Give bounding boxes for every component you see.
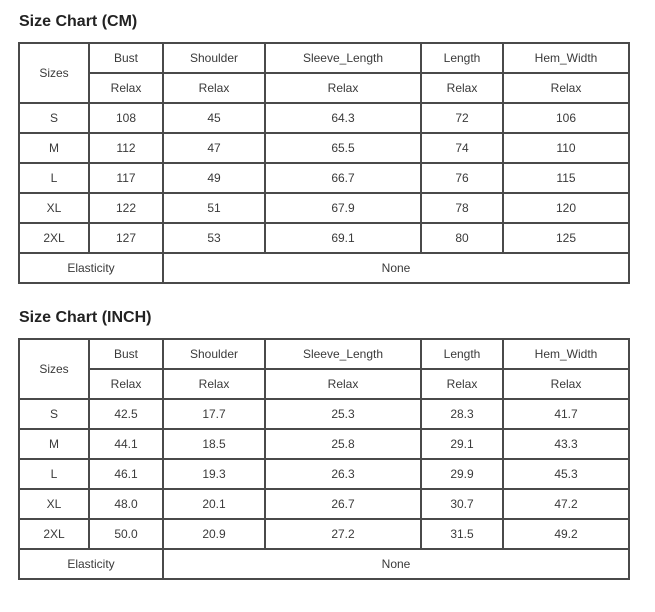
value-cell: 45.3 [503, 459, 629, 489]
size-label-cell: L [19, 459, 89, 489]
measurement-header: Sleeve_Length [265, 43, 421, 73]
size-label-cell: XL [19, 193, 89, 223]
value-cell: 51 [163, 193, 265, 223]
fit-cell: Relax [503, 369, 629, 399]
value-cell: 117 [89, 163, 163, 193]
value-cell: 18.5 [163, 429, 265, 459]
value-cell: 31.5 [421, 519, 503, 549]
value-cell: 43.3 [503, 429, 629, 459]
elasticity-value: None [163, 253, 629, 283]
size-label-cell: S [19, 399, 89, 429]
fit-cell: Relax [265, 369, 421, 399]
value-cell: 26.7 [265, 489, 421, 519]
value-cell: 69.1 [265, 223, 421, 253]
measurement-header: Length [421, 339, 503, 369]
table-row [19, 519, 629, 549]
size-label-cell: 2XL [19, 223, 89, 253]
value-cell: 76 [421, 163, 503, 193]
table-row [19, 489, 629, 519]
value-cell: 20.1 [163, 489, 265, 519]
value-cell: 66.7 [265, 163, 421, 193]
value-cell: 65.5 [265, 133, 421, 163]
value-cell: 125 [503, 223, 629, 253]
table-row [19, 193, 629, 223]
measurement-header: Sleeve_Length [265, 339, 421, 369]
value-cell: 74 [421, 133, 503, 163]
value-cell: 19.3 [163, 459, 265, 489]
table-row [19, 163, 629, 193]
value-cell: 47 [163, 133, 265, 163]
value-cell: 108 [89, 103, 163, 133]
size-label-cell: S [19, 103, 89, 133]
measurement-header: Length [421, 43, 503, 73]
value-cell: 47.2 [503, 489, 629, 519]
value-cell: 27.2 [265, 519, 421, 549]
size-chart-inch-table [18, 338, 630, 580]
size-label-cell: L [19, 163, 89, 193]
fit-row [19, 369, 629, 399]
value-cell: 80 [421, 223, 503, 253]
value-cell: 53 [163, 223, 265, 253]
fit-cell: Relax [421, 73, 503, 103]
elasticity-row [19, 253, 629, 283]
sizes-header: Sizes [19, 43, 89, 103]
fit-cell: Relax [503, 73, 629, 103]
fit-cell: Relax [89, 73, 163, 103]
size-chart-inch-title: Size Chart (INCH) [19, 309, 152, 326]
measurement-header: Bust [89, 339, 163, 369]
value-cell: 29.9 [421, 459, 503, 489]
table-row [19, 133, 629, 163]
value-cell: 50.0 [89, 519, 163, 549]
header-row [19, 43, 629, 73]
size-chart-cm-title: Size Chart (CM) [19, 13, 138, 30]
value-cell: 17.7 [163, 399, 265, 429]
value-cell: 26.3 [265, 459, 421, 489]
value-cell: 112 [89, 133, 163, 163]
table-row [19, 399, 629, 429]
elasticity-value: None [163, 549, 629, 579]
value-cell: 110 [503, 133, 629, 163]
value-cell: 67.9 [265, 193, 421, 223]
size-label-cell: XL [19, 489, 89, 519]
size-label-cell: M [19, 429, 89, 459]
measurement-header: Shoulder [163, 339, 265, 369]
value-cell: 45 [163, 103, 265, 133]
fit-cell: Relax [89, 369, 163, 399]
measurement-header: Hem_Width [503, 43, 629, 73]
value-cell: 72 [421, 103, 503, 133]
table-row [19, 429, 629, 459]
value-cell: 41.7 [503, 399, 629, 429]
elasticity-label: Elasticity [19, 253, 163, 283]
value-cell: 44.1 [89, 429, 163, 459]
value-cell: 64.3 [265, 103, 421, 133]
size-label-cell: M [19, 133, 89, 163]
elasticity-label: Elasticity [19, 549, 163, 579]
value-cell: 48.0 [89, 489, 163, 519]
elasticity-row [19, 549, 629, 579]
value-cell: 20.9 [163, 519, 265, 549]
table-row [19, 223, 629, 253]
table-row [19, 103, 629, 133]
fit-row [19, 73, 629, 103]
value-cell: 120 [503, 193, 629, 223]
value-cell: 42.5 [89, 399, 163, 429]
size-label-cell: 2XL [19, 519, 89, 549]
size-chart-cm-table [18, 42, 630, 284]
measurement-header: Shoulder [163, 43, 265, 73]
value-cell: 78 [421, 193, 503, 223]
value-cell: 49.2 [503, 519, 629, 549]
value-cell: 46.1 [89, 459, 163, 489]
fit-cell: Relax [265, 73, 421, 103]
value-cell: 115 [503, 163, 629, 193]
fit-cell: Relax [163, 73, 265, 103]
value-cell: 25.8 [265, 429, 421, 459]
value-cell: 49 [163, 163, 265, 193]
value-cell: 29.1 [421, 429, 503, 459]
fit-cell: Relax [163, 369, 265, 399]
header-row [19, 339, 629, 369]
measurement-header: Hem_Width [503, 339, 629, 369]
value-cell: 25.3 [265, 399, 421, 429]
value-cell: 122 [89, 193, 163, 223]
measurement-header: Bust [89, 43, 163, 73]
fit-cell: Relax [421, 369, 503, 399]
value-cell: 127 [89, 223, 163, 253]
table-row [19, 459, 629, 489]
sizes-header: Sizes [19, 339, 89, 399]
value-cell: 30.7 [421, 489, 503, 519]
value-cell: 106 [503, 103, 629, 133]
value-cell: 28.3 [421, 399, 503, 429]
